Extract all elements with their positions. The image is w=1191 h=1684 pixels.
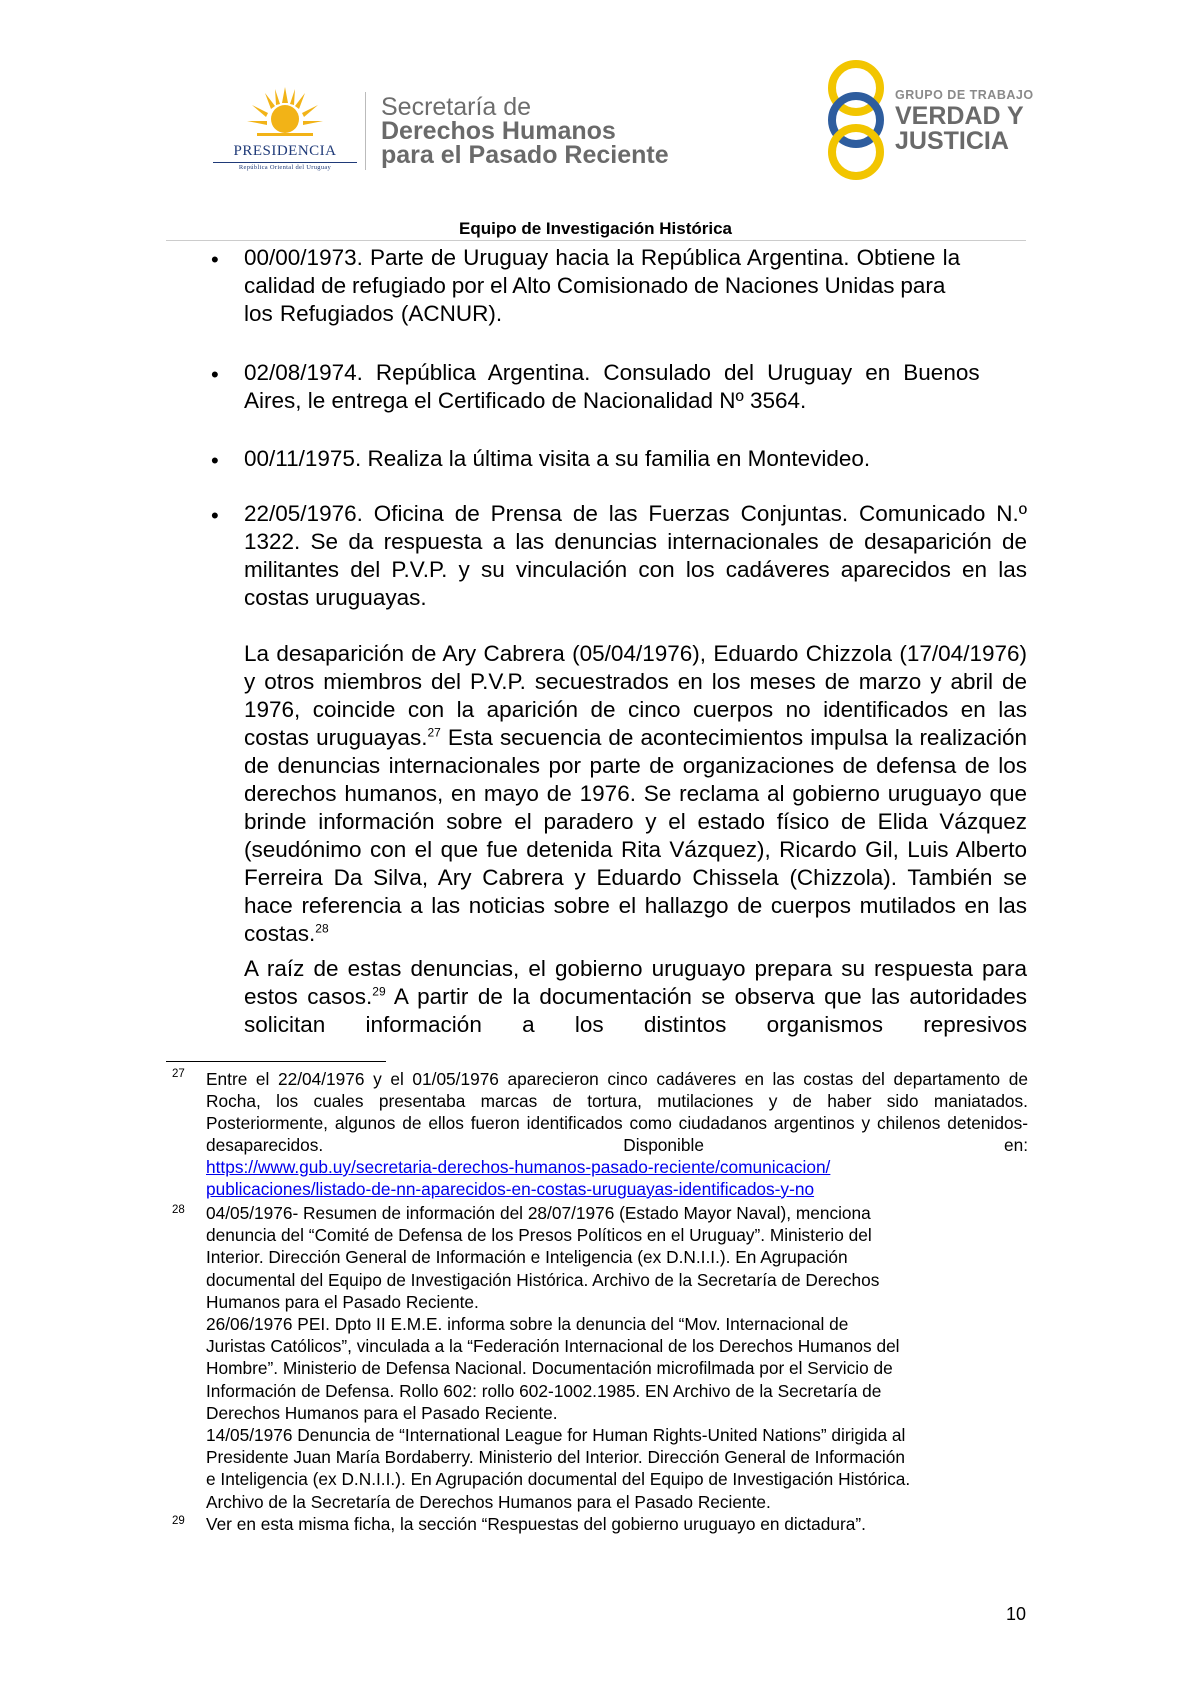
grupo-line-3: JUSTICIA xyxy=(895,127,1009,155)
page-header xyxy=(0,0,1191,240)
list-item-line: 02/08/1974. República Argentina. Consulado del Uruguay en Buenos xyxy=(244,360,980,385)
paragraph-text: A raíz de estas denuncias, el gobierno uruguayo prepara su respuesta para estos casos. xyxy=(244,956,1027,1009)
presidencia-name: PRESIDENCIA xyxy=(233,143,337,159)
footnote-ref[interactable]: 27 xyxy=(427,725,441,740)
footnote-number: 28 xyxy=(172,1204,185,1216)
secretaria-logo-text xyxy=(381,95,669,167)
footnote-link[interactable]: https://www.gub.uy/secretaria-derechos-humanos-pasado-reciente/comunicacion/ xyxy=(206,1157,831,1177)
footnote-29: Ver en esta misma ficha, la sección “Respuestas del gobierno uruguayo en dictadura”. xyxy=(206,1514,866,1534)
footnote-line: documental del Equipo de Investigación Histórica. Archivo de la Secretaría de Derechos xyxy=(206,1269,880,1290)
bullet-icon: • xyxy=(211,503,219,528)
logo-divider xyxy=(365,92,366,170)
bullet-icon: • xyxy=(211,247,219,272)
footnote-line: 26/06/1976 PEI. Dpto II E.M.E. informa sobre la denuncia del “Mov. Internacional de xyxy=(206,1314,849,1335)
footnote-28 xyxy=(206,1202,1028,1513)
footnote-link[interactable]: publicaciones/listado-de-nn-aparecidos-en-costas-uruguayas-identificados-y-no xyxy=(206,1179,815,1199)
paragraph-text: Esta secuencia de acontecimientos impulsa la realización de denuncias internacionales por parte de organizaciones de defensa de los derechos humanos, en mayo de 1976. Se reclama al gobierno uruguayo que brinde información sobre el paradero y el estado físico de Elida Vázquez (seudónimo con el que fue detenida Rita Vázquez), Ricardo Gil, Luis Alberto Ferreira Da Silva, Ary Cabrera y Eduardo Chissela (Chizzola). También se hace referencia a las noticias sobre el hallazgo de cuerpos mutilados en las costas. xyxy=(244,725,1028,946)
footnote-separator xyxy=(166,1061,386,1062)
body-paragraph xyxy=(244,955,1027,1039)
footnote-27 xyxy=(206,1068,1028,1200)
list-item-line: 00/00/1973. Parte de Uruguay hacia la República Argentina. Obtiene la xyxy=(244,245,961,270)
presidencia-logo xyxy=(205,85,365,170)
list-item-line: 00/11/1975. Realiza la última visita a su familia en Montevideo. xyxy=(244,446,871,471)
grupo-line-1: GRUPO DE TRABAJO xyxy=(895,88,1034,102)
footnote-number: 29 xyxy=(172,1515,185,1527)
presidencia-rule xyxy=(213,162,357,163)
sun-emblem-icon xyxy=(247,85,323,145)
footnote-ref[interactable]: 29 xyxy=(372,984,386,999)
grupo-line-2: VERDAD Y xyxy=(895,102,1024,130)
footnote-line: Hombre”. Ministerio de Defensa Nacional. Documentación microfilmada por el Servicio de xyxy=(206,1358,893,1379)
list-item: 22/05/1976. Oficina de Prensa de las Fuerzas Conjuntas. Comunicado N.º 1322. Se da respuesta a las denuncias internacionales de desaparición de militantes del P.V.P. y su vinculación con los cadáveres aparecidos en las costas uruguayas. xyxy=(244,501,1027,610)
footnote-link-line xyxy=(206,1178,1028,1200)
team-title: Equipo de Investigación Histórica xyxy=(459,219,732,238)
list-item-line: Aires, le entrega el Certificado de Nacionalidad Nº 3564. xyxy=(244,388,807,413)
footnote-line: 04/05/1976- Resumen de información del 28/07/1976 (Estado Mayor Naval), menciona xyxy=(206,1203,871,1223)
footnote-line: Presidente Juan María Bordaberry. Ministerio del Interior. Dirección General de Información xyxy=(206,1447,905,1468)
paragraph-text: A partir de la documentación se observa que las autoridades solicitan información a los distintos organismos represivos xyxy=(244,984,1027,1037)
page-number: 10 xyxy=(1006,1604,1027,1624)
header-rule xyxy=(166,240,1026,241)
verdad-justicia-logo xyxy=(818,58,1038,183)
secretaria-line-2: Derechos Humanos xyxy=(381,117,616,145)
bullet-icon: • xyxy=(211,448,219,473)
linked-rings-icon xyxy=(818,58,898,183)
bullet-icon: • xyxy=(211,362,219,387)
footnote-link-line xyxy=(206,1156,1028,1178)
footnote-number: 27 xyxy=(172,1068,185,1080)
footnote-line: 14/05/1976 Denuncia de “International League for Human Rights-United Nations” dirigida al xyxy=(206,1425,906,1446)
footnote-line: Archivo de la Secretaría de Derechos Humanos para el Pasado Reciente. xyxy=(206,1491,771,1512)
list-item xyxy=(244,445,1027,473)
list-item-line: calidad de refugiado por el Alto Comisionado de Naciones Unidas para xyxy=(244,273,946,298)
footnote-line: Interior. Dirección General de Información e Inteligencia (ex D.N.I.I.). En Agrupación xyxy=(206,1247,848,1268)
footnote-line: e Inteligencia (ex D.N.I.I.). En Agrupación documental del Equipo de Investigación Histórica. xyxy=(206,1469,911,1490)
secretaria-line-3: para el Pasado Reciente xyxy=(381,141,669,169)
footnote-line: Información de Defensa. Rollo 602: rollo 602-1002.1985. EN Archivo de la Secretaría de xyxy=(206,1380,882,1401)
footnote-line: Humanos para el Pasado Reciente. xyxy=(206,1291,479,1312)
footnote-line: Derechos Humanos para el Pasado Reciente. xyxy=(206,1402,558,1423)
list-item-line: los Refugiados (ACNUR). xyxy=(244,301,503,326)
secretaria-line-1: Secretaría de xyxy=(381,93,532,121)
presidencia-subtitle: República Oriental del Uruguay xyxy=(238,164,332,171)
footnote-line: Juristas Católicos”, vinculada a la “Federación Internacional de los Derechos Humanos del xyxy=(206,1336,900,1357)
footnote-line: denuncia del “Comité de Defensa de los Presos Políticos en el Uruguay”. Ministerio del xyxy=(206,1225,872,1246)
footnote-text: Entre el 22/04/1976 y el 01/05/1976 aparecieron cinco cadáveres en las costas del departamento de Rocha, los cuales presentaba marcas de tortura, mutilaciones y de haber sido maniatados. Posteriormente, algunos de ellos fueron identificados como ciudadanos argentinos y chilenos detenidos-desaparecidos. Disponible en: xyxy=(206,1069,1028,1155)
footnote-ref[interactable]: 28 xyxy=(315,921,329,936)
paragraph-text: La desaparición de Ary Cabrera (05/04/1976), Eduardo Chizzola (17/04/1976) y otros miembros del P.V.P. secuestrados en los meses de marzo y abril de 1976, coincide con la aparición de cinco cuerpos no identificados en las costas uruguayas. xyxy=(244,641,1027,750)
body-paragraph xyxy=(244,640,1027,948)
list-item xyxy=(244,359,1027,415)
list-item xyxy=(244,244,1027,328)
